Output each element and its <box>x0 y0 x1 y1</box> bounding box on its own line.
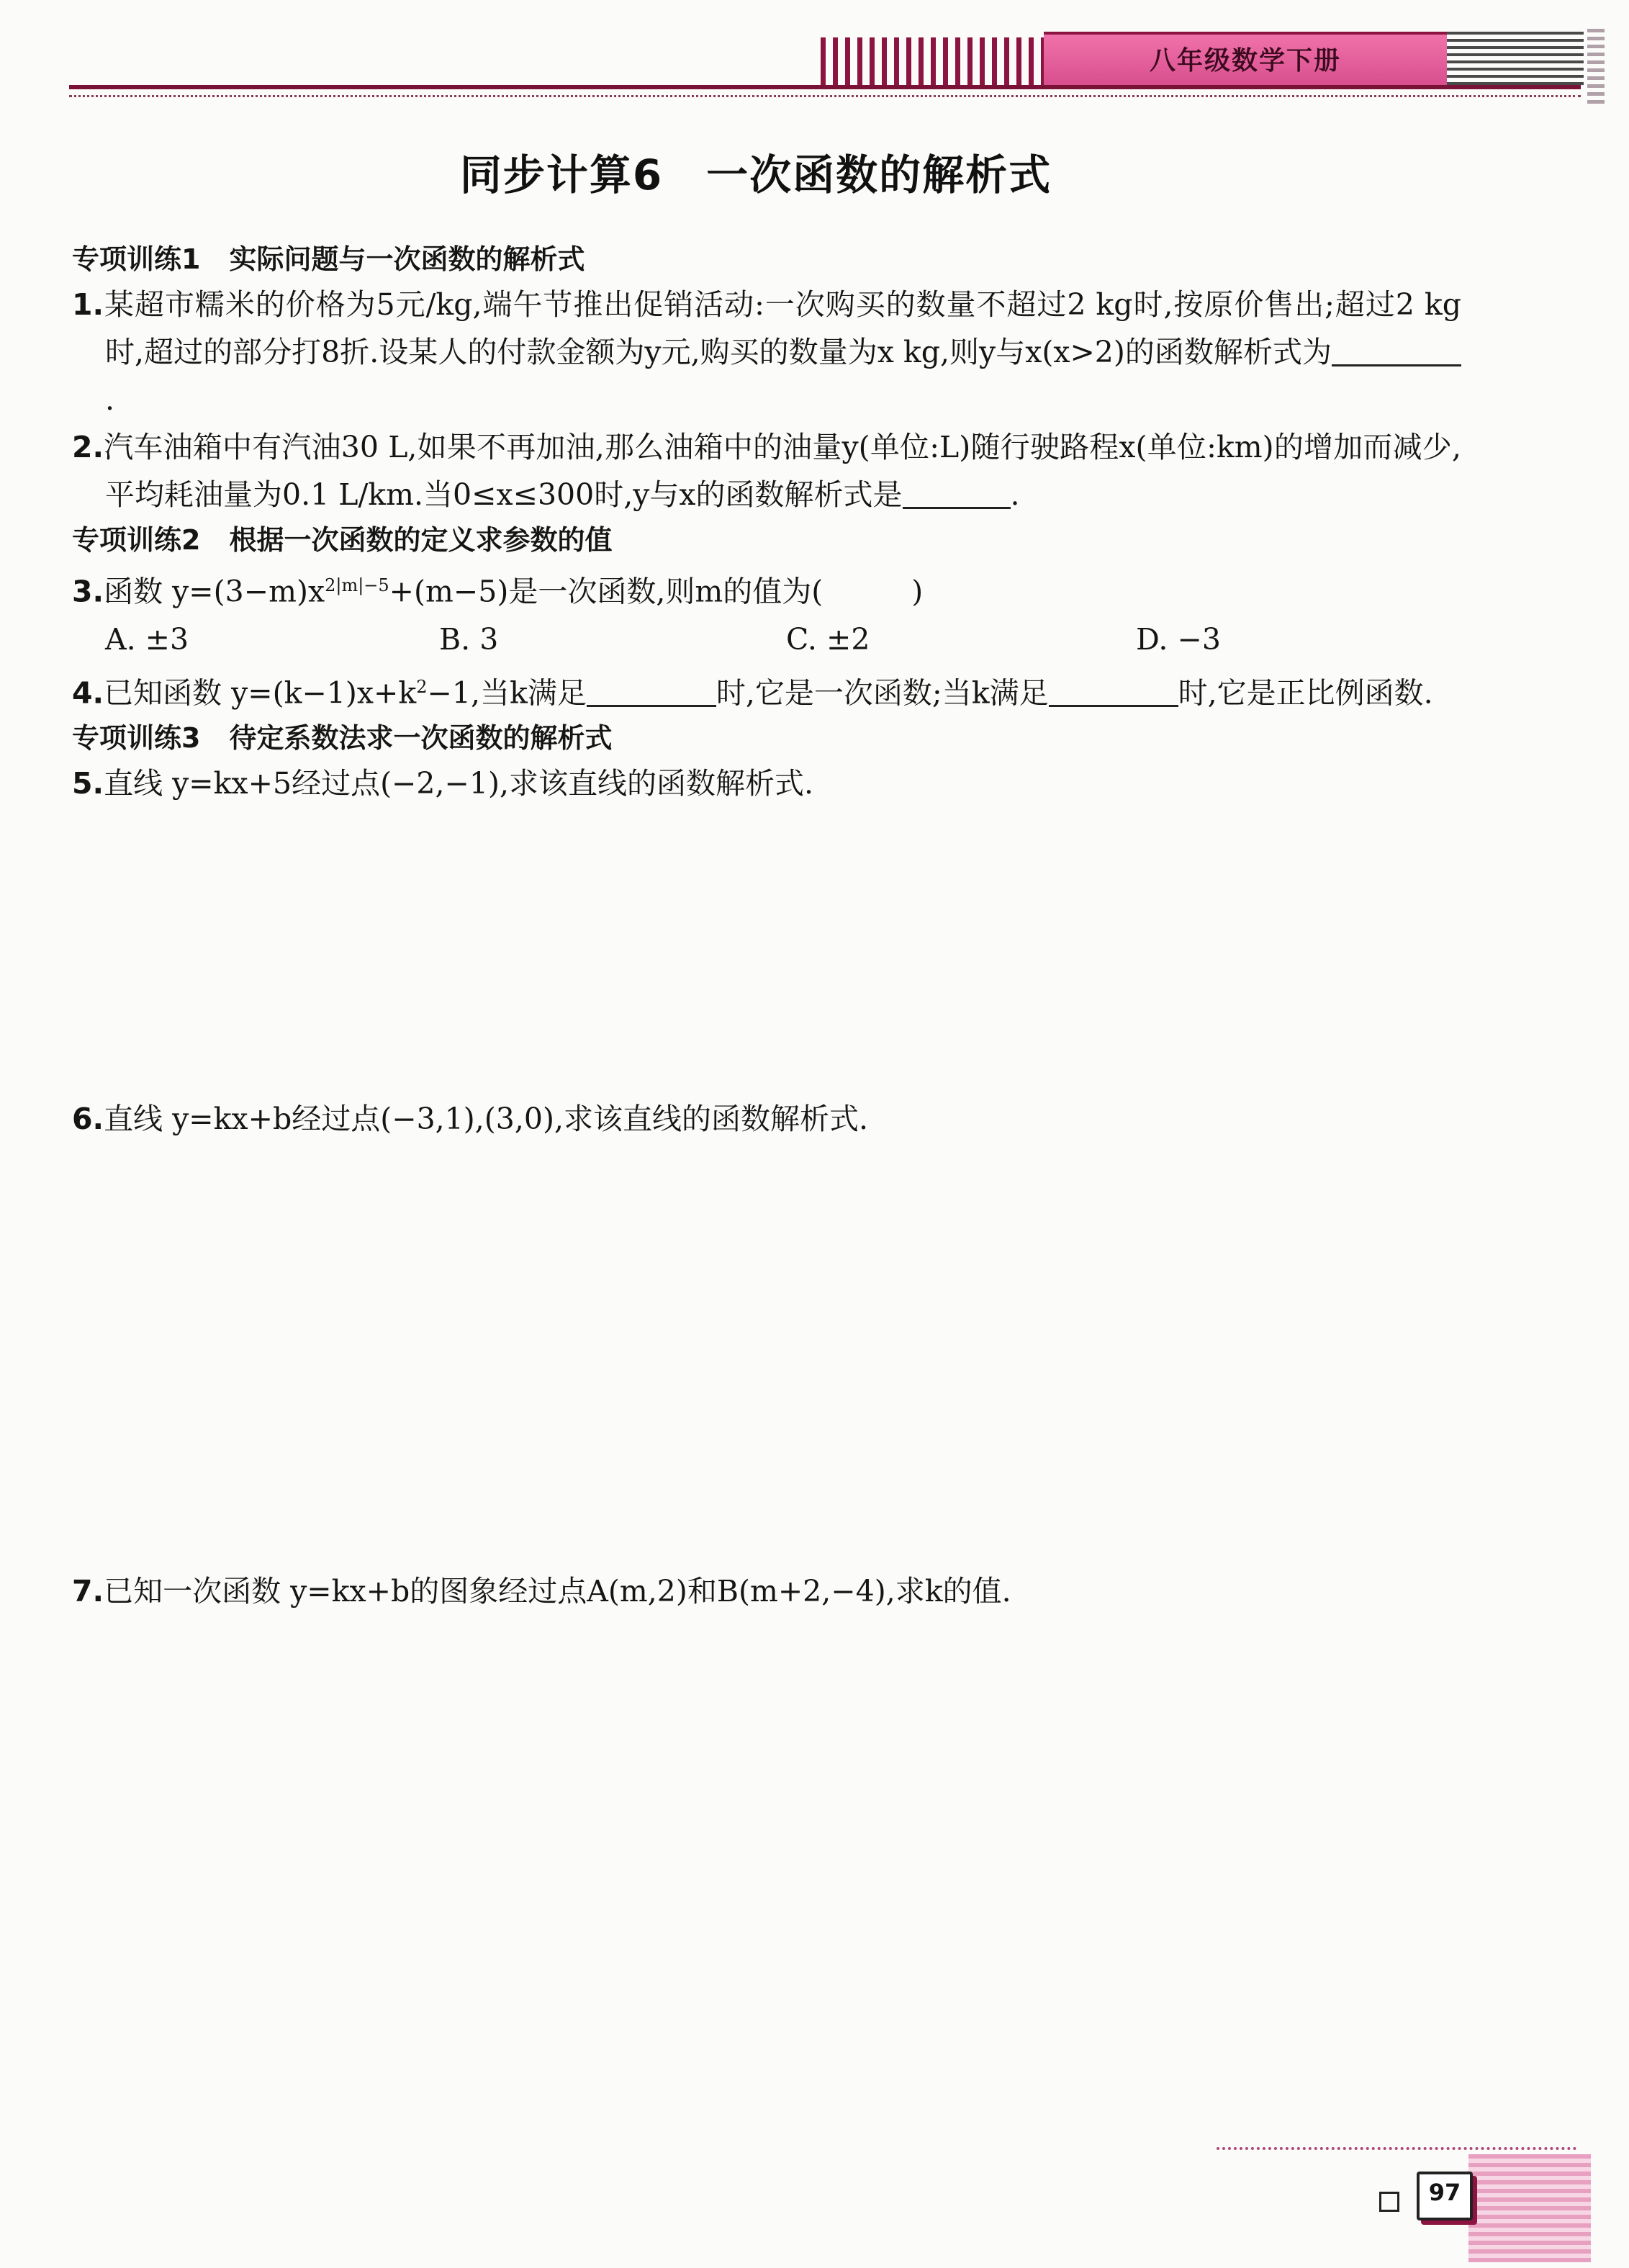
choice-c[interactable]: C. ±2 <box>786 621 870 657</box>
exponent: 2 <box>416 676 428 697</box>
problem-text: 汽车油箱中有汽油30 L,如果不再加油,那么油箱中的油量y(单位:L)随行驶路程x(单位:km)的增加而减少,平均耗油量为0.1 L/km.当0≤x≤300时,y与x的函数解析式是 <box>104 430 1461 512</box>
problem-number: 1. <box>72 287 104 322</box>
choice-a[interactable]: A. ±3 <box>105 621 189 657</box>
problem-number: 4. <box>72 675 104 711</box>
answer-space[interactable] <box>72 807 1461 1095</box>
answer-blank[interactable] <box>587 669 716 707</box>
problem-text: 某超市糯米的价格为5元/kg,端午节推出促销活动:一次购买的数量不超过2 kg时,按原价售出;超过2 kg时,超过的部分打8折.设某人的付款金额为y元,购买的数量为x kg,则y与x(x>2)的函数解析式为 <box>104 287 1461 369</box>
section-topic: 待定系数法求一次函数的解析式 <box>229 722 613 755</box>
section-topic: 根据一次函数的定义求参数的值 <box>229 524 613 556</box>
section-label: 专项训练1 <box>72 243 201 275</box>
page-marker-square <box>1379 2192 1399 2212</box>
choice-d[interactable]: D. −3 <box>1136 621 1221 657</box>
problem-3 <box>72 562 1461 616</box>
problem-text: +(m−5)是一次函数,则m的值为( ) <box>389 574 924 609</box>
problem-4 <box>72 663 1461 717</box>
problem-number: 7. <box>72 1574 104 1609</box>
problem-2 <box>72 423 1461 518</box>
problem-number: 2. <box>72 430 104 464</box>
section-label: 专项训练2 <box>72 524 201 556</box>
answer-blank[interactable] <box>903 471 1011 509</box>
footer-dotted-rule <box>1217 2147 1576 2150</box>
problem-5 <box>72 760 1461 807</box>
problem-end: . <box>105 382 115 417</box>
problem-text: 函数 y=(3−m)x <box>104 574 325 609</box>
header-dotted-rule <box>69 95 1581 97</box>
problem-6 <box>72 1095 1461 1143</box>
page-number: 97 <box>1428 2179 1461 2206</box>
section-heading-1 <box>72 238 1461 281</box>
header-line-decoration <box>1447 32 1584 86</box>
section-label: 专项训练3 <box>72 722 201 755</box>
problem-text: 时,它是一次函数;当k满足 <box>716 675 1049 711</box>
problem-text: 已知一次函数 y=kx+b的图象经过点A(m,2)和B(m+2,−4),求k的值. <box>104 1574 1011 1609</box>
footer-stripe-decoration <box>1468 2154 1591 2262</box>
choice-b[interactable]: B. 3 <box>439 621 499 657</box>
problem-text: 直线 y=kx+5经过点(−2,−1),求该直线的函数解析式. <box>104 766 814 801</box>
book-label-tab <box>1044 32 1447 89</box>
problem-number: 3. <box>72 574 104 609</box>
page-title: 同步计算6 一次函数的解析式 <box>459 150 1052 199</box>
problem-text: −1,当k满足 <box>427 675 587 711</box>
page-number-box <box>1417 2172 1473 2220</box>
section-heading-2 <box>72 518 1461 562</box>
header-rule <box>69 85 1581 89</box>
header-edge-decoration <box>1587 29 1605 108</box>
answer-space[interactable] <box>72 1143 1461 1567</box>
problem-number: 5. <box>72 766 104 801</box>
problem-1 <box>72 281 1461 423</box>
answer-blank[interactable] <box>1049 669 1178 707</box>
worksheet-content <box>72 238 1461 1615</box>
answer-blank[interactable] <box>1332 328 1461 366</box>
problem-3-choices <box>72 616 1461 663</box>
problem-text: 直线 y=kx+b经过点(−3,1),(3,0),求该直线的函数解析式. <box>104 1102 869 1137</box>
exponent: 2|m|−5 <box>325 575 389 595</box>
book-label: 八年级数学下册 <box>1149 46 1341 76</box>
header-stripe-decoration <box>821 37 1044 88</box>
problem-text: 已知函数 y=(k−1)x+k <box>104 675 417 711</box>
problem-number: 6. <box>72 1102 104 1137</box>
problem-text: 时,它是正比例函数. <box>1178 675 1433 711</box>
problem-7 <box>72 1567 1461 1615</box>
section-topic: 实际问题与一次函数的解析式 <box>229 243 585 275</box>
problem-end: . <box>1010 477 1020 512</box>
section-heading-3 <box>72 716 1461 760</box>
